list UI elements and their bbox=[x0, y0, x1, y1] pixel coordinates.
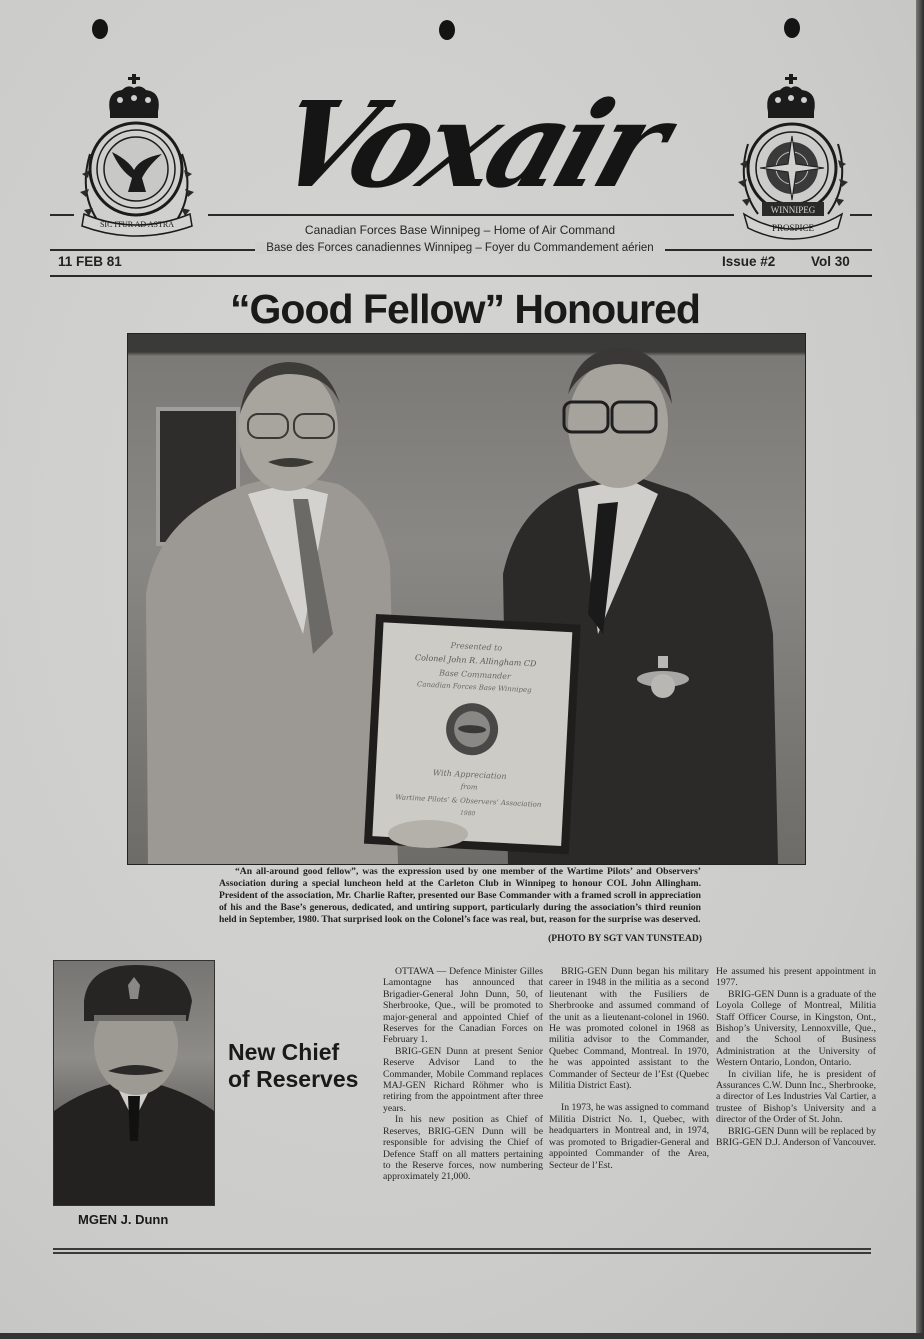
paragraph: He assumed his present appointment in 1977. bbox=[716, 966, 876, 989]
masthead-rule-left bbox=[50, 214, 74, 216]
air-command-crest-icon bbox=[70, 74, 204, 238]
tagline-english: Canadian Forces Base Winnipeg – Home of Air Command bbox=[304, 223, 616, 237]
punch-hole-right bbox=[784, 18, 800, 38]
paragraph: In civilian life, he is president of Assurances C.W. Dunn Inc., Sherbrooke, a director of Les Industries Val Cartier, a trustee of Bishop’s University and a director of the Order of St. John. bbox=[716, 1068, 876, 1126]
second-headline bbox=[228, 1039, 378, 1093]
svg-text:Presented to: Presented to bbox=[450, 640, 503, 653]
article-column-2 bbox=[549, 966, 709, 1171]
right-crest-motto: PROSPICE bbox=[771, 223, 815, 233]
paragraph: In 1973, he was assigned to command Militia District No. 1, Quebec, with headquarters in Montreal and, in 1974, was promoted to Brigadier-General and appointed Commander of the Area, Secteur de l’Est. bbox=[549, 1102, 709, 1171]
page-edge bbox=[916, 0, 924, 1339]
right-crest-banner: WINNIPEG bbox=[770, 205, 816, 215]
photo-credit: (PHOTO BY SGT VAN TUNSTEAD) bbox=[548, 933, 702, 944]
punch-hole-center bbox=[439, 20, 455, 40]
left-crest-motto: SIC ITUR AD ASTRA bbox=[99, 220, 175, 229]
tagline-french: Base des Forces canadiennes Winnipeg – Foyer du Commandement aérien bbox=[255, 242, 665, 254]
paragraph: BRIG-GEN Dunn will be replaced by BRIG-GEN D.J. Anderson of Vancouver. bbox=[716, 1125, 876, 1149]
issue-number: Issue #2 bbox=[722, 254, 776, 269]
portrait-caption: MGEN J. Dunn bbox=[78, 1212, 169, 1227]
footer-rule bbox=[53, 1252, 871, 1254]
date-rule bbox=[50, 275, 872, 277]
svg-text:Wartime Pilots’ & Observers’ A: Wartime Pilots’ & Observers’ Association bbox=[395, 793, 542, 809]
second-headline-line1: New Chief bbox=[228, 1039, 340, 1065]
volume-number: Vol 30 bbox=[811, 254, 850, 269]
framed-scroll bbox=[364, 614, 581, 854]
article-column-3 bbox=[716, 966, 876, 1149]
paragraph: BRIG-GEN Dunn began his military career in 1948 in the militia as a second lieutenant with the Fusiliers de Sherbrooke and assumed command of the unit as a lieutenant-colonel in 1960. He was promoted colonel in 1968 as militia advisor to the Commander, Quebec Command, Montreal. In 1970, he was appointed assistant to the Commander of Secteur de l’Est (Quebec Militia District East). bbox=[549, 966, 709, 1092]
svg-text:With Appreciation: With Appreciation bbox=[432, 768, 507, 782]
paragraph: In his new position as Chief of Reserves, BRIG-GEN Dunn will be responsible for advising the Chief of Defence Staff on all matters pertaining to the Reserve forces, now numbering approximately 21,000. bbox=[383, 1114, 543, 1183]
svg-text:Colonel John R. Allingham CD: Colonel John R. Allingham CD bbox=[414, 653, 537, 669]
paragraph: BRIG-GEN Dunn at present Senior Reserve Advisor Land to the Commander, Mobile Command replaces MAJ-GEN Richard Röhmer who is retiring from the appointment after three years. bbox=[383, 1045, 543, 1114]
lead-photo-caption: “An all-around good fellow”, was the expression used by one member of the Wartime Pilots’ and Observers’ Association during a special luncheon held at the Carleton Club in Winnipeg to honour COL John Allingham. President of the association, Mr. Charlie Rafter, presented our Base Commander with a framed scroll in appreciation of his and the Base’s generous, dedicated, and untiring support, particularly during the association’s third reunion held in September, 1980. That surprised look on the Colonel’s face was real, but, reason for the surprise was deserved. bbox=[219, 866, 701, 925]
footer-rule bbox=[53, 1248, 871, 1250]
masthead-rule-mid bbox=[208, 214, 734, 216]
portrait-photo bbox=[53, 960, 215, 1206]
paragraph: OTTAWA — Defence Minister Gilles Lamontagne has announced that Brigadier-General John Dunn, 50, of Sherbrooke, Que., will be promoted to major-general and appointed Chief of Reserves for the Canadian Forces on February 1. bbox=[383, 966, 543, 1046]
page-bottom-edge bbox=[0, 1333, 924, 1339]
lead-photo bbox=[127, 333, 806, 865]
punch-hole-left bbox=[92, 19, 108, 39]
svg-text:1980: 1980 bbox=[459, 809, 476, 818]
svg-text:Canadian Forces Base Winnipeg: Canadian Forces Base Winnipeg bbox=[416, 680, 532, 695]
paragraph: BRIG-GEN Dunn is a graduate of the Loyola College of Montreal, Militia Staff Officer Course, in Kingston, Ont., Bishop’s University, Lennoxville, Que., and the School of Business Administration at the University of Western Ontario, London, Ontario. bbox=[716, 988, 876, 1069]
lead-headline: “Good Fellow” Honoured bbox=[230, 286, 700, 332]
svg-text:from: from bbox=[460, 782, 478, 792]
article-column-1 bbox=[383, 966, 543, 1183]
svg-text:Base Commander: Base Commander bbox=[438, 668, 512, 682]
issue-date: 11 FEB 81 bbox=[58, 254, 122, 269]
masthead-rule-right bbox=[850, 214, 872, 216]
cfb-winnipeg-crest-icon bbox=[734, 74, 852, 240]
masthead-title: Voxair bbox=[257, 75, 680, 214]
second-headline-line2: of Reserves bbox=[228, 1066, 359, 1092]
